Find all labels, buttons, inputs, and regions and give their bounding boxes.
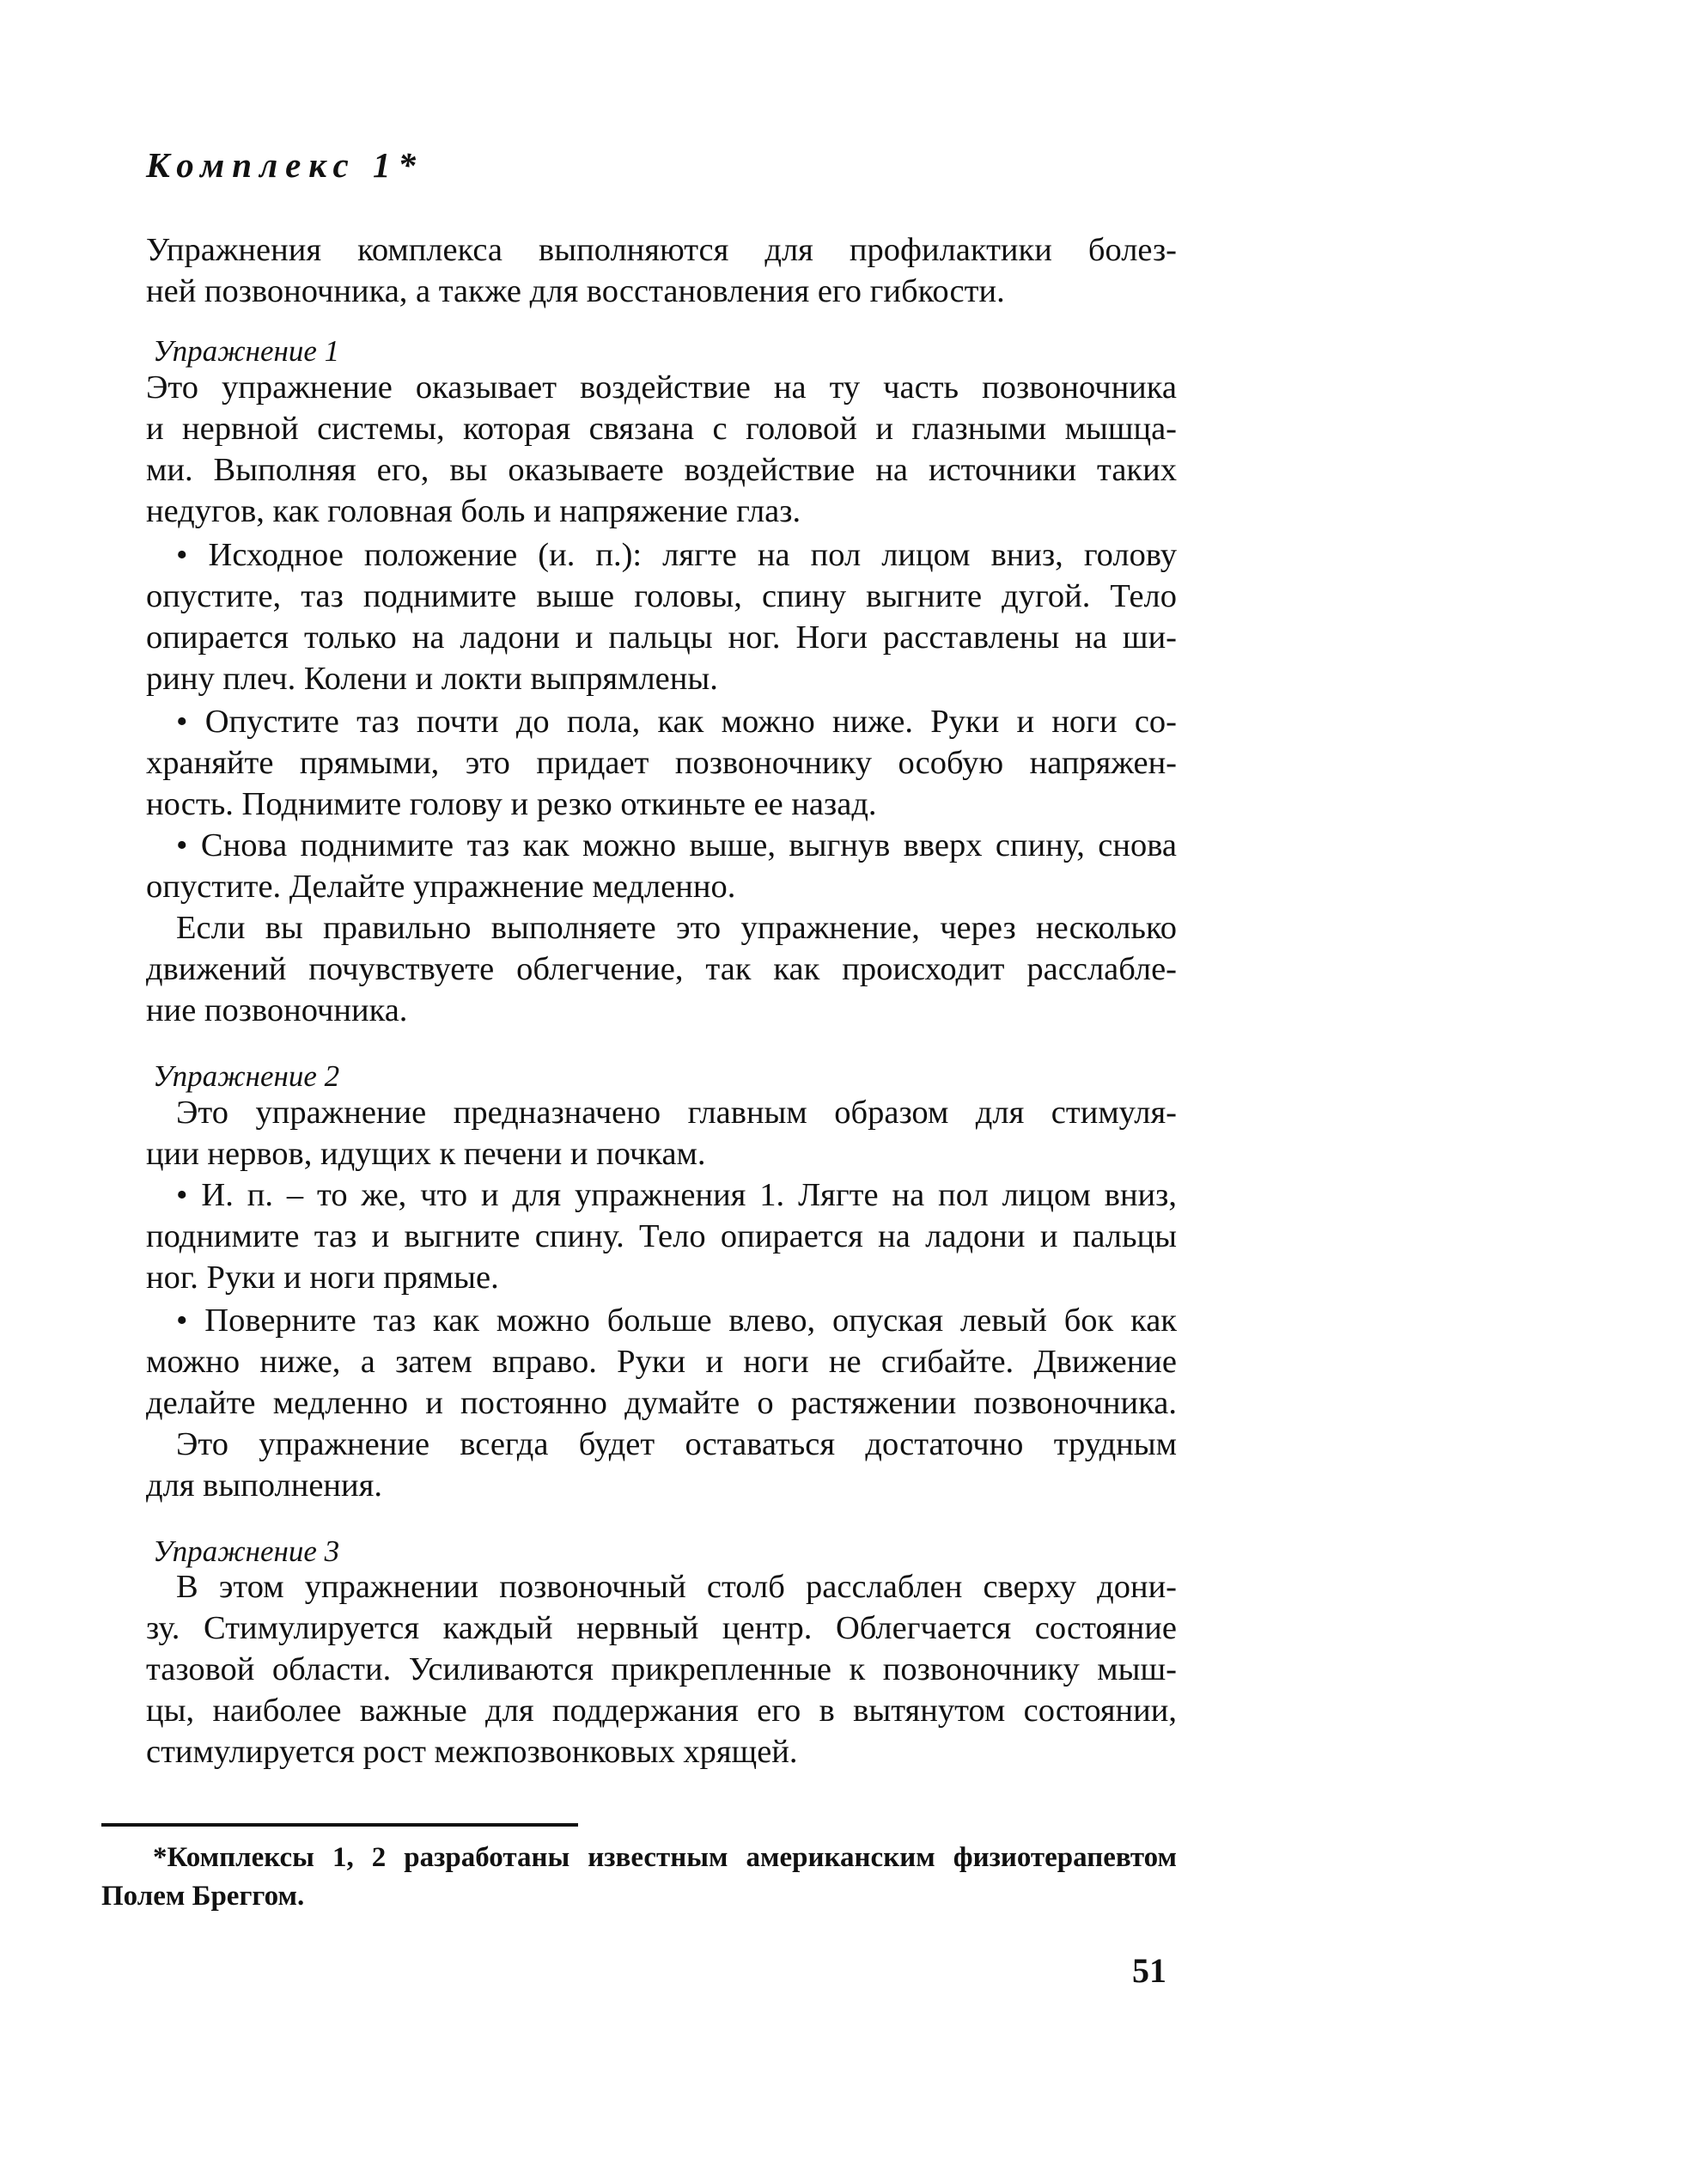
exercise-2-step-line: можно ниже, а затем вправо. Руки и ноги не сгибайте. Движение [146,1344,1177,1380]
exercise-3-text-line: В этом упражнении позвоночный столб расслаблен сверху дони- [176,1569,1177,1605]
exercise-1-step-line: • Исходное положение (и. п.): лягте на пол лицом вниз, голову [176,537,1177,573]
exercise-1-title: Упражнение 1 [153,334,340,368]
intro-line: ней позвоночника, а также для восстановления его гибкости. [146,273,1005,309]
exercise-1-step-line: • Опустите таз почти до пола, как можно ниже. Руки и ноги со- [176,704,1177,740]
exercise-1-step-line: ность. Поднимите голову и резко откиньте ее назад. [146,786,877,822]
exercise-2-step-line: делайте медленно и постоянно думайте о растяжении позвоночника. [146,1385,1177,1421]
footnote-line: Полем Бреггом. [101,1881,305,1912]
exercise-2-text-line: Это упражнение предназначено главным образом для стимуля- [176,1095,1177,1131]
exercise-1-step-line: • Снова поднимите таз как можно выше, выгнув вверх спину, снова [176,827,1177,863]
exercise-3-title: Упражнение 3 [153,1534,340,1568]
exercise-1-step-line: храняйте прямыми, это придает позвоночнику особую напряжен- [146,745,1177,781]
footnote-line: *Комплексы 1, 2 разработаны известным американским физиотерапевтом [153,1842,1177,1873]
exercise-2-text-line: Это упражнение всегда будет оставаться достаточно трудным [176,1426,1177,1462]
intro-line: Упражнения комплекса выполняются для профилактики болез- [146,232,1177,268]
section-heading: Комплекс 1* [146,145,423,185]
exercise-1-step-line: опирается только на ладони и пальцы ног. Ноги расставлены на ши- [146,619,1177,656]
exercise-2-text-line: для выполнения. [146,1467,382,1504]
exercise-1-text-line: движений почувствуете облегчение, так как происходит расслабле- [146,951,1177,987]
exercise-1-text-line: недугов, как головная боль и напряжение глаз. [146,493,801,529]
exercise-3-text-line: цы, наиболее важные для поддержания его в вытянутом состоянии, [146,1693,1177,1729]
exercise-2-step-line: • Поверните таз как можно больше влево, опуская левый бок как [176,1302,1177,1339]
exercise-1-text-line: Это упражнение оказывает воздействие на ту часть позвоночника [146,369,1177,406]
exercise-2-step-line: • И. п. – то же, что и для упражнения 1. Лягте на пол лицом вниз, [176,1177,1177,1213]
exercise-3-text-line: стимулируется рост межпозвонковых хрящей. [146,1734,798,1770]
footnote-divider [101,1823,578,1827]
exercise-1-text-line: Если вы правильно выполняете это упражнение, через несколько [176,910,1177,946]
page-number: 51 [1132,1951,1166,1990]
exercise-3-text-line: тазовой области. Усиливаются прикрепленные к позвоночнику мыш- [146,1651,1177,1687]
exercise-1-step-line: опустите. Делайте упражнение медленно. [146,869,736,905]
exercise-2-title: Упражнение 2 [153,1059,340,1093]
exercise-1-text-line: и нервной системы, которая связана с головой и глазными мышца- [146,411,1177,447]
exercise-1-text-line: ние позвоночника. [146,992,408,1028]
exercise-2-step-line: ног. Руки и ноги прямые. [146,1260,499,1296]
exercise-3-text-line: зу. Стимулируется каждый нервный центр. Облегчается состояние [146,1610,1177,1646]
exercise-2-text-line: ции нервов, идущих к печени и почкам. [146,1136,706,1172]
exercise-1-step-line: опустите, таз поднимите выше головы, спину выгните дугой. Тело [146,578,1177,614]
exercise-1-step-line: рину плеч. Колени и локти выпрямлены. [146,661,718,697]
exercise-2-step-line: поднимите таз и выгните спину. Тело опирается на ладони и пальцы [146,1218,1177,1254]
exercise-1-text-line: ми. Выполняя его, вы оказываете воздействие на источники таких [146,452,1177,488]
